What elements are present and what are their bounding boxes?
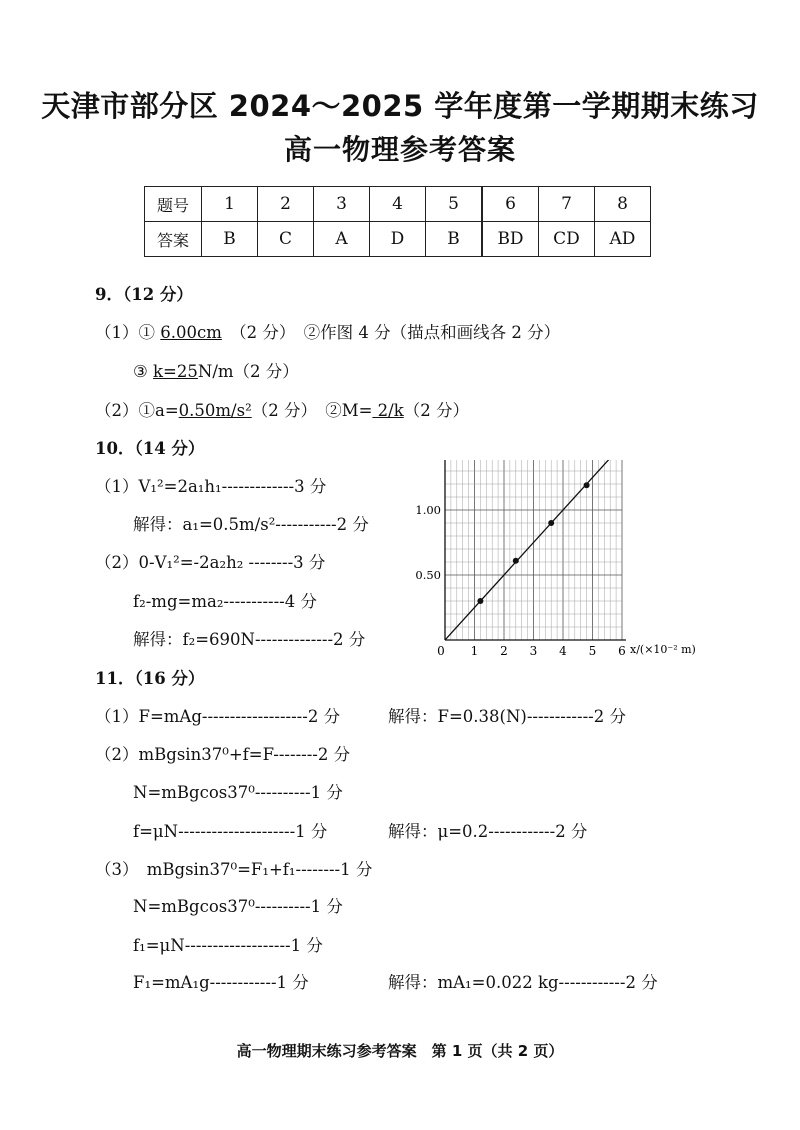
q9-line-1 <box>95 319 560 343</box>
table-cell: 2 <box>258 187 314 222</box>
q11-line-1: （1）F=mAg-------------------2 分 <box>95 707 341 726</box>
q11-line-8: F₁=mA₁g------------1 分 <box>133 973 309 992</box>
y-tick-label: 0.50 <box>415 568 441 582</box>
table-cell: 3 <box>314 187 370 222</box>
force-extension-chart <box>405 460 705 660</box>
data-point <box>477 598 483 604</box>
fit-line <box>445 460 629 640</box>
q10-line-2: 解得：a₁=0.5m/s²-----------2 分 <box>133 515 369 534</box>
q11-line-2: （2）mBgsin37⁰+f=F--------2 分 <box>95 745 351 764</box>
q11-line-5: （3） mBgsin37⁰=F₁+f₁--------1 分 <box>95 860 373 879</box>
q9-l1-prefix: （1）① <box>95 323 161 342</box>
q9-l2-suffix: N/m（2 分） <box>197 362 299 381</box>
page-subtitle: 高一物理参考答案 <box>283 133 516 166</box>
table-cell: 4 <box>370 187 426 222</box>
table-cell: 8 <box>595 187 651 222</box>
table-cell: 6 <box>482 187 539 222</box>
x-axis-label: x/(×10⁻² m) <box>630 643 696 656</box>
q9-l2-answer: k=25 <box>153 362 198 381</box>
x-tick-label: 1 <box>470 644 479 658</box>
x-tick-label: 4 <box>559 644 567 658</box>
table-row-numbers <box>145 187 651 222</box>
q9-l3-mid: （2 分） ②M= <box>251 401 373 420</box>
table-cell: C <box>258 222 314 257</box>
q9-l3-answer-1: 0.50m/s² <box>178 401 252 420</box>
page-footer: 高一物理期末练习参考答案 第 1 页（共 2 页） <box>236 1042 564 1060</box>
table-header-answer: 答案 <box>145 222 202 257</box>
table-cell: A <box>314 222 370 257</box>
x-tick-label: 6 <box>618 644 626 658</box>
table-header-number: 题号 <box>145 187 202 222</box>
q9-l1-answer: 6.00cm <box>160 323 222 342</box>
answer-table <box>144 186 651 257</box>
table-cell: D <box>370 222 426 257</box>
q9-heading: 9．（12 分） <box>95 285 193 304</box>
page-title: 天津市部分区 2024～2025 学年度第一学期期末练习 <box>41 89 759 123</box>
table-cell: B <box>426 222 483 257</box>
q11-line-3: N=mBgcos37⁰----------1 分 <box>133 783 343 802</box>
x-tick-labels <box>471 644 626 658</box>
q11-line-7: f₁=μN-------------------1 分 <box>133 936 323 955</box>
q11-line-8-right: 解得：mA₁=0.022 kg------------2 分 <box>388 973 658 992</box>
table-cell: CD <box>539 222 595 257</box>
table-row-answers <box>145 222 651 257</box>
table-cell: BD <box>482 222 539 257</box>
q11-line-1-right: 解得：F=0.38(N)------------2 分 <box>388 707 626 726</box>
q10-line-4: f₂-mg=ma₂-----------4 分 <box>133 592 317 611</box>
table-cell: 5 <box>426 187 483 222</box>
x-tick-label: 3 <box>529 644 538 658</box>
table-cell: AD <box>595 222 651 257</box>
x-tick-label: 5 <box>588 644 597 658</box>
q9-l1-suffix: （2 分） ②作图 4 分（描点和画线各 2 分） <box>221 323 561 342</box>
q9-line-3 <box>95 397 469 421</box>
table-cell: B <box>202 222 258 257</box>
q10-heading: 10．（14 分） <box>95 439 205 458</box>
q10-line-3: （2）0-V₁²=-2a₂h₂ --------3 分 <box>95 553 326 572</box>
q10-line-5: 解得：f₂=690N--------------2 分 <box>133 630 366 649</box>
q11-line-4: f=μN---------------------1 分 <box>133 822 328 841</box>
data-point <box>548 520 554 526</box>
chart-grid <box>445 460 622 640</box>
q9-l2-prefix: ③ <box>133 362 154 381</box>
q9-l3-suffix: （2 分） <box>403 401 469 420</box>
q11-heading: 11．（16 分） <box>95 669 205 688</box>
q9-l3-prefix: （2）①a= <box>95 401 179 420</box>
y-tick-labels <box>415 460 441 582</box>
q11-line-4-right: 解得：μ=0.2------------2 分 <box>388 822 588 841</box>
x-tick-label: 2 <box>500 644 508 658</box>
q9-l3-answer-2: 2/k <box>372 401 404 420</box>
table-cell: 1 <box>202 187 258 222</box>
origin-label: 0 <box>437 644 445 658</box>
data-point <box>584 482 590 488</box>
data-point <box>513 558 519 564</box>
q9-line-2 <box>133 358 299 382</box>
q10-line-1: （1）V₁²=2a₁h₁-------------3 分 <box>95 477 327 496</box>
y-tick-label: 1.00 <box>415 503 441 517</box>
q11-line-6: N=mBgcos37⁰----------1 分 <box>133 897 343 916</box>
table-cell: 7 <box>539 187 595 222</box>
